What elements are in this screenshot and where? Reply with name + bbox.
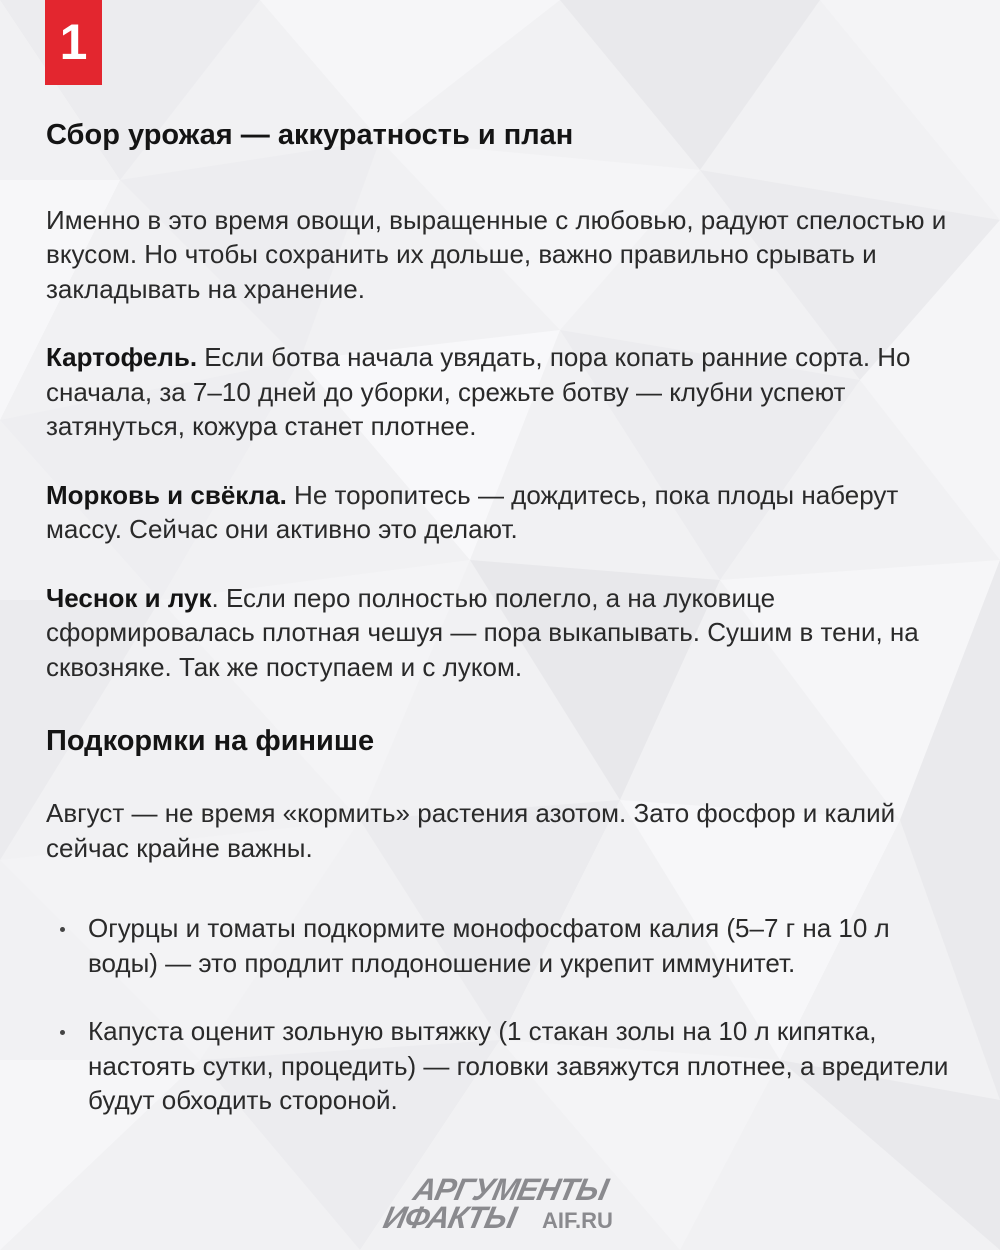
aif-logo <box>380 1172 644 1236</box>
bullet-icon <box>60 1030 65 1035</box>
logo-line-2: ИФАКТЫ <box>380 1200 519 1235</box>
garlic-paragraph <box>46 581 966 685</box>
garlic-label: Чеснок и лук <box>46 582 212 613</box>
carrot-text: Не торопитесь — дождитесь, пока плоды наберут массу. Сейчас они активно это делают. <box>46 479 899 545</box>
carrot-label: Морковь и свёкла. <box>46 479 287 510</box>
list-item <box>46 1014 966 1118</box>
section-title-feeding: Подкормки на финише <box>46 725 375 758</box>
content <box>46 118 966 1118</box>
bullet-icon <box>60 927 65 932</box>
feeding-intro-text: Август — не время «кормить» растения азотом. Зато фосфор и калий сейчас крайне важны. <box>46 798 896 863</box>
carrot-paragraph <box>46 478 966 547</box>
list-item-text: Капуста оценит зольную вытяжку (1 стакан золы на 10 л кипятка, настоять сутки, процедить) — головки завяжутся плотнее, а вредители будут обходить стороной. <box>88 1016 949 1116</box>
logo-line-1: АРГУМЕНТЫ <box>410 1172 611 1207</box>
potato-label: Картофель. <box>46 342 198 373</box>
list-item-text: Огурцы и томаты подкормите монофосфатом калия (5–7 г на 10 л воды) — это продлит плодоношение и укрепит иммунитет. <box>88 913 890 978</box>
page-number-badge: 1 <box>45 0 102 85</box>
list-item <box>46 911 966 980</box>
feeding-bullet-list <box>46 911 966 1118</box>
harvest-intro-text: Именно в это время овощи, выращенные с любовью, радуют спелостью и вкусом. Но чтобы сохранить их дольше, важно правильно срывать и закладывать на хранение. <box>46 204 947 304</box>
logo-site: AIF.RU <box>542 1208 613 1233</box>
garlic-text: . Если перо полностью полегло, а на луковице сформировалась плотная чешуя — пора выкапывать. Сушим в тени, на сквозняке. Так же поступаем и с луком. <box>46 582 919 682</box>
potato-paragraph <box>46 340 966 444</box>
section-title-harvest: Сбор урожая — аккуратность и план <box>46 119 574 151</box>
potato-text: Если ботва начала увядать, пора копать ранние сорта. Но сначала, за 7–10 дней до уборки, срежьте ботву — клубни успеют затянуться, кожура станет плотнее. <box>46 342 911 442</box>
